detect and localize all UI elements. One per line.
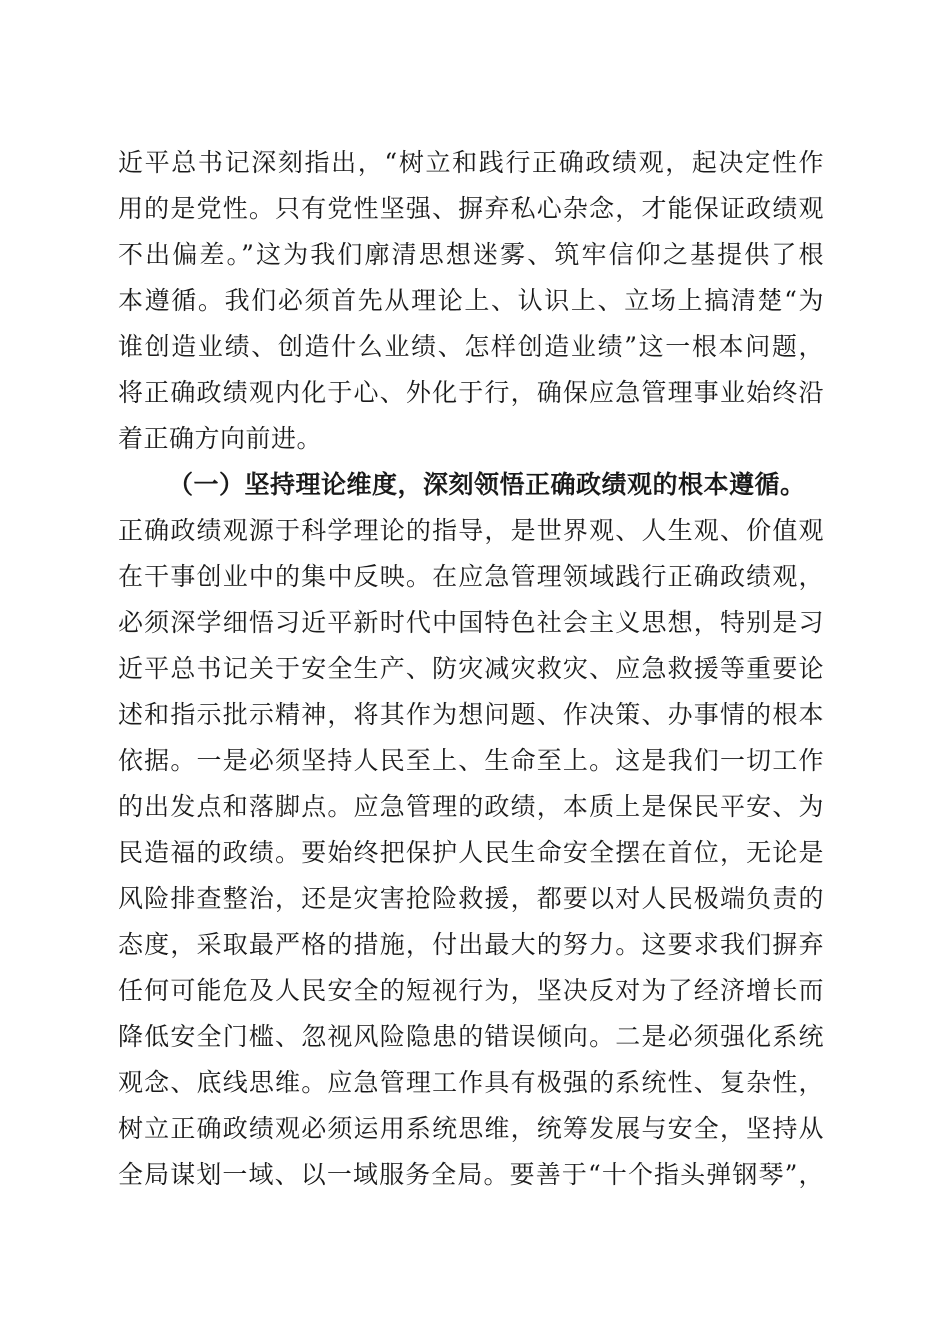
text-line: 态度，采取最严格的措施，付出最大的努力。这要求我们摒弃 bbox=[118, 930, 824, 959]
text-line: 谁创造业绩、创造什么业绩、怎样创造业绩”这一根本问题， bbox=[118, 332, 824, 361]
section-heading: （一）坚持理论维度，深刻领悟正确政绩观的根本遵循。 bbox=[168, 470, 806, 499]
text-line: 述和指示批示精神，将其作为想问题、作决策、办事情的根本 bbox=[118, 700, 824, 729]
text-line: 不出偏差。”这为我们廓清思想迷雾、筑牢信仰之基提供了根 bbox=[118, 240, 824, 269]
text-line: 在干事创业中的集中反映。在应急管理领域践行正确政绩观， bbox=[118, 562, 824, 591]
text-line: 降低安全门槛、忽视风险隐患的错误倾向。二是必须强化系统 bbox=[118, 1022, 824, 1051]
text-line: 近平总书记深刻指出，“树立和践行正确政绩观，起决定性作 bbox=[118, 148, 824, 177]
text-line: 必须深学细悟习近平新时代中国特色社会主义思想，特别是习 bbox=[118, 608, 824, 637]
text-line: 树立正确政绩观必须运用系统思维，统筹发展与安全，坚持从 bbox=[118, 1114, 824, 1143]
text-line: 的出发点和落脚点。应急管理的政绩，本质上是保民平安、为 bbox=[118, 792, 824, 821]
text-line: 民造福的政绩。要始终把保护人民生命安全摆在首位，无论是 bbox=[118, 838, 824, 867]
document-body bbox=[118, 140, 824, 1198]
text-line: 近平总书记关于安全生产、防灾减灾救灾、应急救援等重要论 bbox=[118, 654, 824, 683]
text-line: 本遵循。我们必须首先从理论上、认识上、立场上搞清楚“为 bbox=[118, 286, 824, 315]
text-line: 依据。一是必须坚持人民至上、生命至上。这是我们一切工作 bbox=[118, 746, 824, 775]
text-line: 将正确政绩观内化于心、外化于行，确保应急管理事业始终沿 bbox=[118, 378, 824, 407]
text-line: 风险排查整治，还是灾害抢险救援，都要以对人民极端负责的 bbox=[118, 884, 824, 913]
text-line: 着正确方向前进。 bbox=[118, 424, 323, 453]
text-line: 正确政绩观源于科学理论的指导，是世界观、人生观、价值观 bbox=[118, 516, 824, 545]
text-line: 任何可能危及人民安全的短视行为，坚决反对为了经济增长而 bbox=[118, 976, 824, 1005]
text-line: 用的是党性。只有党性坚强、摒弃私心杂念，才能保证政绩观 bbox=[118, 194, 824, 223]
text-line: 全局谋划一域、以一域服务全局。要善于“十个指头弹钢琴”， bbox=[118, 1160, 824, 1189]
text-line: 观念、底线思维。应急管理工作具有极强的系统性、复杂性， bbox=[118, 1068, 824, 1097]
